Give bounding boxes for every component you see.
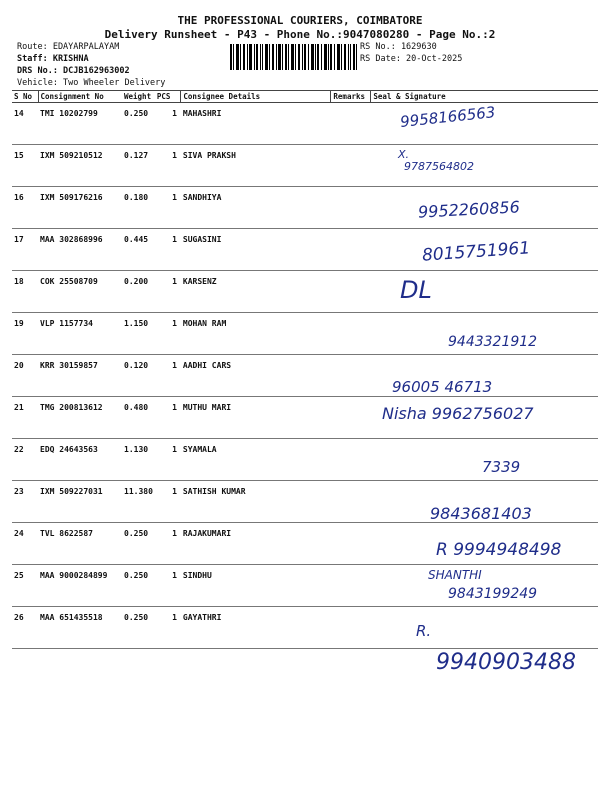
row-sno: 14: [12, 103, 38, 145]
row-weight: 0.250: [122, 523, 155, 565]
row-remarks: [331, 523, 371, 565]
row-pcs: 1: [155, 271, 181, 313]
row-remarks: [331, 607, 371, 649]
row-consignment: MAA 302868996: [38, 229, 122, 271]
row-consignee: SUGASINI: [181, 229, 331, 271]
row-remarks: [331, 145, 371, 187]
row-remarks: [331, 229, 371, 271]
route-label: Route: EDAYARPALAYAM: [17, 42, 120, 52]
row-consignee: MOHAN RAM: [181, 313, 331, 355]
row-pcs: 1: [155, 523, 181, 565]
row-remarks: [331, 103, 371, 145]
table-row: [12, 145, 598, 187]
table-row: [12, 103, 598, 145]
row-consignee: MUTHU MARI: [181, 397, 331, 439]
header-sno: S No: [12, 91, 38, 103]
row-weight: 0.200: [122, 271, 155, 313]
company-title: THE PROFESSIONAL COURIERS, COIMBATORE: [177, 14, 423, 27]
row-weight: 0.120: [122, 355, 155, 397]
row-consignee: KARSENZ: [181, 271, 331, 313]
row-consignment: TVL 8622587: [38, 523, 122, 565]
row-sno: 15: [12, 145, 38, 187]
row-weight: 0.250: [122, 607, 155, 649]
row-consignee: SYAMALA: [181, 439, 331, 481]
row-remarks: [331, 355, 371, 397]
row-consignment: IXM 509210512: [38, 145, 122, 187]
table-row: [12, 355, 598, 397]
row-weight: 0.250: [122, 103, 155, 145]
vehicle-label: Vehicle: Two Wheeler Delivery: [17, 78, 166, 88]
staff-label: Staff: KRISHNA: [17, 54, 89, 64]
row-remarks: [331, 187, 371, 229]
row-sno: 22: [12, 439, 38, 481]
row-sno: 19: [12, 313, 38, 355]
handwritten-signature: 9940903488: [436, 650, 576, 675]
handwritten-signature: 9443321912: [448, 334, 538, 350]
row-remarks: [331, 397, 371, 439]
runsheet-title: Delivery Runsheet - P43 - Phone No.:9047080280 - Page No.:2: [104, 28, 496, 41]
row-pcs: 1: [155, 481, 181, 523]
row-pcs: 1: [155, 187, 181, 229]
runsheet-table: [12, 90, 598, 649]
row-weight: 1.150: [122, 313, 155, 355]
drs-label: DRS No.: DCJB162963002: [17, 66, 130, 76]
row-weight: 0.180: [122, 187, 155, 229]
header-pcs: PCS: [155, 91, 181, 103]
header-signature: Seal & Signature: [371, 91, 598, 103]
header-consignment: Consignment No: [38, 91, 122, 103]
header-consignee: Consignee Details: [181, 91, 331, 103]
row-pcs: 1: [155, 565, 181, 607]
row-sno: 21: [12, 397, 38, 439]
handwritten-signature: X.: [398, 148, 410, 161]
row-weight: 11.380: [122, 481, 155, 523]
handwritten-signature: Nisha 9962756027: [382, 404, 534, 423]
row-pcs: 1: [155, 439, 181, 481]
row-weight: 1.130: [122, 439, 155, 481]
handwritten-signature: R 9994948498: [436, 540, 562, 560]
handwritten-signature: 7339: [482, 458, 521, 476]
row-sno: 17: [12, 229, 38, 271]
row-remarks: [331, 439, 371, 481]
barcode-icon: [230, 44, 357, 70]
row-sno: 24: [12, 523, 38, 565]
row-consignment: COK 25508709: [38, 271, 122, 313]
row-consignee: SATHISH KUMAR: [181, 481, 331, 523]
row-sno: 18: [12, 271, 38, 313]
row-consignee: MAHASHRI: [181, 103, 331, 145]
row-sno: 26: [12, 607, 38, 649]
row-weight: 0.127: [122, 145, 155, 187]
row-signature: [371, 607, 598, 649]
row-weight: 0.250: [122, 565, 155, 607]
rs-date: RS Date: 20-Oct-2025: [360, 54, 463, 64]
row-sno: 23: [12, 481, 38, 523]
header-remarks: Remarks: [331, 91, 371, 103]
row-pcs: 1: [155, 145, 181, 187]
table-row: [12, 271, 598, 313]
handwritten-signature: 9952260856: [417, 197, 521, 222]
row-weight: 0.445: [122, 229, 155, 271]
handwritten-signature: 9843681403: [430, 504, 532, 523]
handwritten-signature: DL: [400, 276, 432, 304]
row-consignee: RAJAKUMARI: [181, 523, 331, 565]
row-consignee: SANDHIYA: [181, 187, 331, 229]
rs-number: RS No.: 1629630: [360, 42, 437, 52]
row-consignee: GAYATHRI: [181, 607, 331, 649]
row-pcs: 1: [155, 103, 181, 145]
row-consignment: TMI 10202799: [38, 103, 122, 145]
row-consignment: KRR 30159857: [38, 355, 122, 397]
handwritten-signature: SHANTHI: [428, 568, 482, 582]
handwritten-signature: R.: [416, 622, 432, 640]
row-consignment: TMG 200813612: [38, 397, 122, 439]
row-sno: 25: [12, 565, 38, 607]
row-consignment: VLP 1157734: [38, 313, 122, 355]
row-remarks: [331, 271, 371, 313]
handwritten-signature: 9843199249: [448, 586, 538, 602]
row-consignee: SINDHU: [181, 565, 331, 607]
row-pcs: 1: [155, 229, 181, 271]
handwritten-signature: 9958166563: [399, 103, 497, 131]
handwritten-signature: 96005 46713: [392, 378, 493, 396]
handwritten-signature: 8015751961: [421, 238, 531, 266]
row-consignment: IXM 509176216: [38, 187, 122, 229]
row-consignment: EDQ 24643563: [38, 439, 122, 481]
row-consignment: MAA 9000284899: [38, 565, 122, 607]
handwritten-signature: 9787564802: [404, 160, 474, 173]
row-pcs: 1: [155, 355, 181, 397]
row-consignment: IXM 509227031: [38, 481, 122, 523]
row-sno: 20: [12, 355, 38, 397]
row-sno: 16: [12, 187, 38, 229]
row-remarks: [331, 565, 371, 607]
row-pcs: 1: [155, 607, 181, 649]
row-remarks: [331, 481, 371, 523]
table-header-row: [12, 91, 598, 103]
table-row: [12, 607, 598, 649]
row-weight: 0.480: [122, 397, 155, 439]
row-consignee: AADHI CARS: [181, 355, 331, 397]
row-pcs: 1: [155, 397, 181, 439]
header-weight: Weight: [122, 91, 155, 103]
row-remarks: [331, 313, 371, 355]
row-consignment: MAA 651435518: [38, 607, 122, 649]
row-consignee: SIVA PRAKSH: [181, 145, 331, 187]
row-pcs: 1: [155, 313, 181, 355]
